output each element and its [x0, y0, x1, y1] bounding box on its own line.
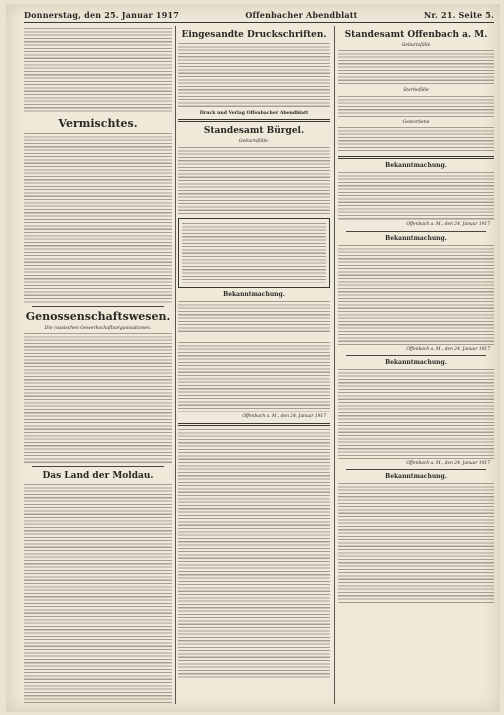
header-issue: Nr. 21. Seite 5. [423, 10, 494, 20]
subheading-sterbefaelle: Sterbefälle [403, 88, 429, 94]
heading-bekanntmachung-2: Bekanntmachung. [385, 234, 447, 242]
divider [32, 306, 164, 307]
notice-text [182, 223, 326, 283]
page-header [24, 8, 494, 23]
column-middle [178, 26, 330, 706]
article-text [24, 133, 172, 303]
divider [338, 156, 494, 159]
notice-box [178, 218, 330, 288]
civil-register-text [178, 147, 330, 215]
article-text-continued [178, 429, 330, 679]
notice-list [178, 342, 330, 412]
subheading-geburtsfaelle: Geburtsfälle [401, 43, 431, 48]
notice-signature-2: Offenbach a. M., den 24. Januar 1917 [406, 346, 490, 352]
notice-list [338, 245, 494, 345]
list-row [178, 335, 330, 341]
divider [178, 423, 330, 426]
notice-signature: Offenbach a. M., den 24. Januar 1917 [242, 414, 326, 420]
notice-signature-3: Offenbach a. M., den 24. Januar 1917 [406, 461, 490, 467]
heading-bekanntmachung-1: Bekanntmachung. [385, 162, 447, 170]
civil-register-text [338, 96, 494, 118]
heading-standesamt-offenbach: Standesamt Offenbach a. M. [344, 30, 488, 40]
heading-bekanntmachung: Bekanntmachung. [223, 290, 285, 298]
subheading-gestorbene: Gestorbene [402, 119, 430, 125]
notice-text [178, 301, 330, 333]
print-credit: Druck und Verlag Offenbacher Abendblatt [199, 111, 309, 116]
heading-genossenschaftswesen: Genossenschaftswesen. [25, 310, 171, 323]
notice-text [338, 483, 494, 603]
newspaper-page [6, 4, 500, 712]
divider [346, 355, 486, 356]
header-paper-title: Offenbacher Abendblatt [245, 10, 358, 20]
column-left [24, 26, 172, 706]
heading-bekanntmachung-4: Bekanntmachung. [385, 473, 447, 481]
article-text [24, 333, 172, 463]
notice-text [338, 369, 494, 459]
subheading-coop: Die russischen Gewerkschaftsorganisationen. [44, 326, 152, 331]
column-rule-1 [175, 26, 176, 704]
heading-standesamt-buergel: Standesamt Bürgel. [203, 126, 305, 137]
notice-text [338, 172, 494, 220]
subheading-geburtsfaelle: Geburtsfälle. [238, 139, 270, 145]
heading-vermischtes: Vermischtes. [58, 117, 138, 130]
divider [32, 466, 164, 467]
heading-land-der-moldau: Das Land der Moldau. [42, 471, 154, 482]
divider [346, 231, 486, 232]
article-text [178, 43, 330, 109]
column-right [338, 26, 494, 706]
heading-druckschriften: Eingesandte Druckschriften. [181, 30, 327, 40]
notice-signature-1: Offenbach a. M., den 24. Januar 1917 [406, 222, 490, 228]
civil-register-text [338, 50, 494, 86]
article-text [24, 28, 172, 114]
divider [346, 469, 486, 470]
article-text [24, 484, 172, 704]
header-date: Donnerstag, den 25. Januar 1917 [24, 10, 179, 20]
divider [178, 119, 330, 122]
civil-register-text [338, 127, 494, 153]
heading-bekanntmachung-3: Bekanntmachung. [385, 359, 447, 367]
column-rule-2 [334, 26, 335, 704]
